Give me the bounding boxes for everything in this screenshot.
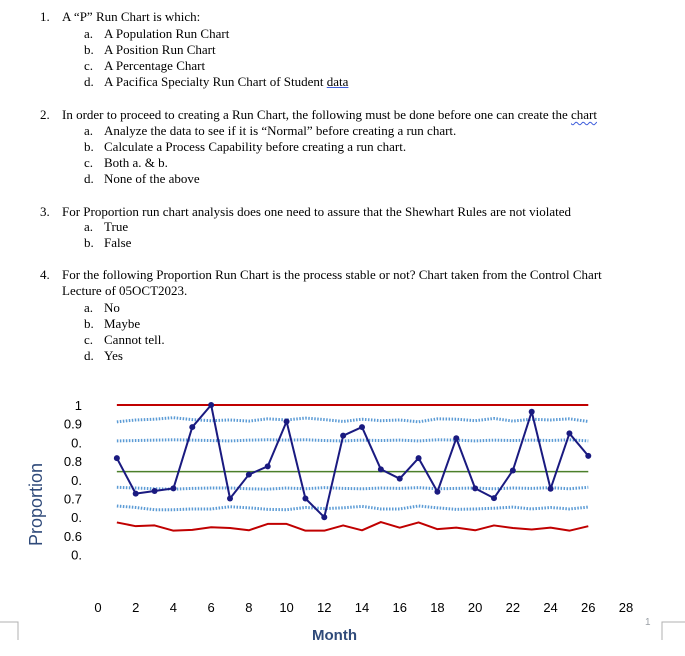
- option-text: Cannot tell.: [104, 332, 165, 347]
- option-text: No: [104, 300, 120, 315]
- option-text: A Percentage Chart: [104, 58, 206, 73]
- x-tick-label: 26: [581, 600, 596, 615]
- option-text: None of the above: [104, 171, 200, 186]
- option-text: Analyze the data to see if it is “Normal” before creating a run chart.: [104, 123, 457, 138]
- x-tick-label: 6: [207, 600, 215, 615]
- question-text-tail: chart: [570, 107, 597, 122]
- question-4-line-2: Lecture of 05OCT2023.: [62, 283, 188, 298]
- question-text: In order to proceed to creating a Run Chart, the following must be done before one can create the: [62, 107, 571, 122]
- question-text: For Proportion run chart analysis does one need to assure that the Shewhart Rules are not violated: [62, 204, 572, 219]
- y-tick-label: 0.: [71, 435, 82, 451]
- x-tick-label: 24: [543, 600, 558, 615]
- option-text: Calculate a Process Capability before creating a run chart.: [104, 139, 407, 154]
- y-tick-label: 0.: [71, 472, 82, 488]
- option-text: True: [104, 219, 129, 234]
- x-tick-label: 18: [430, 600, 445, 615]
- option-letter: c.: [84, 58, 94, 73]
- option-letter: a.: [84, 123, 94, 138]
- x-tick-label: 28: [618, 600, 634, 615]
- question-number: 3.: [40, 204, 50, 219]
- option-letter: a.: [84, 219, 94, 234]
- option-letter: b.: [84, 42, 94, 57]
- x-tick-label: 14: [354, 600, 370, 615]
- y-tick-label: 0.7: [63, 491, 82, 507]
- x-tick-label: 4: [169, 600, 178, 615]
- option-letter: c.: [84, 155, 94, 170]
- question-number: 4.: [40, 267, 50, 282]
- option-text: Both a. & b.: [104, 155, 168, 170]
- question-text: For the following Proportion Run Chart is the process stable or not? Chart taken from the Control Chart: [62, 267, 602, 282]
- option-text: Maybe: [104, 316, 141, 331]
- option-letter: a.: [84, 26, 94, 41]
- question-text: A “P” Run Chart is which:: [62, 9, 201, 24]
- x-axis-label: Month: [312, 627, 357, 644]
- question-number: 1.: [40, 9, 50, 24]
- y-tick-label: 0.9: [63, 416, 82, 432]
- y-tick-label: 0.: [71, 547, 82, 563]
- right-corner-mark: [662, 622, 685, 640]
- option-letter: a.: [84, 300, 94, 315]
- option-text: A Population Run Chart: [104, 26, 230, 41]
- x-tick-label: 12: [317, 600, 332, 615]
- x-tick-label: 0: [94, 600, 102, 615]
- option-letter: d.: [84, 348, 94, 363]
- y-tick-label: 0.6: [63, 528, 82, 544]
- option-text-tail: data: [326, 74, 349, 89]
- x-tick-label: 20: [467, 600, 483, 615]
- question-number: 2.: [40, 107, 50, 122]
- y-tick-label: 0.: [71, 510, 82, 526]
- option-letter: b.: [84, 139, 94, 154]
- option-text: False: [104, 235, 132, 250]
- option-text: A Pacifica Specialty Run Chart of Student: [104, 74, 327, 89]
- x-tick-label: 22: [505, 600, 521, 615]
- option-letter: d.: [84, 171, 94, 186]
- option-text: Yes: [104, 348, 123, 363]
- option-letter: d.: [84, 74, 94, 89]
- y-tick-label: 0.8: [63, 454, 82, 470]
- page-number: 1: [645, 617, 651, 628]
- y-axis-label: Proportion: [26, 462, 46, 546]
- option-letter: b.: [84, 316, 94, 331]
- option-letter: c.: [84, 332, 94, 347]
- x-tick-label: 8: [245, 600, 253, 615]
- x-tick-label: 16: [392, 600, 407, 615]
- left-corner-mark: [0, 622, 18, 640]
- option-letter: b.: [84, 235, 94, 250]
- x-tick-label: 10: [279, 600, 294, 615]
- option-text: A Position Run Chart: [104, 42, 216, 57]
- y-tick-label: 1: [74, 398, 82, 413]
- x-tick-label: 2: [132, 600, 140, 615]
